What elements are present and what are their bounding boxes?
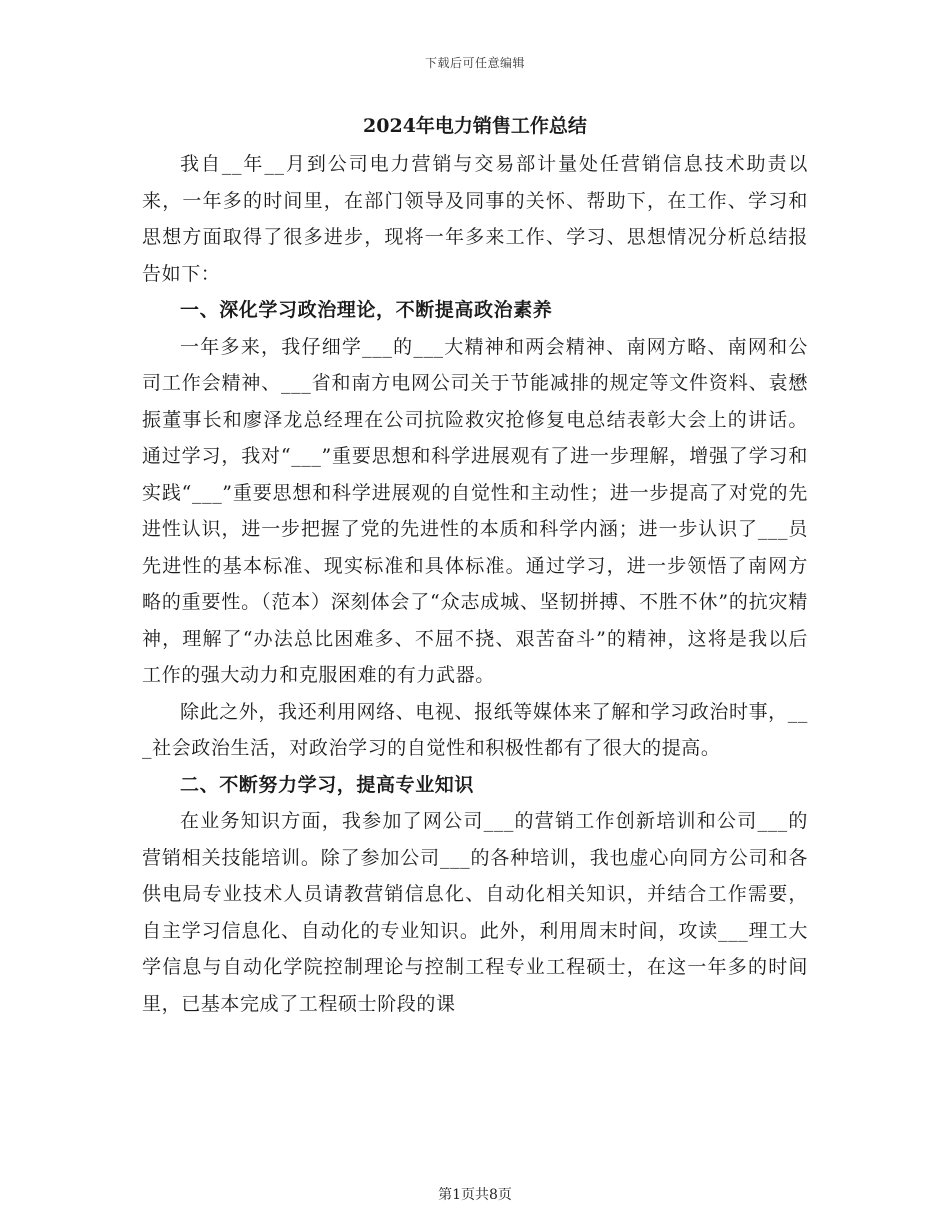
section-1-heading: 一、深化学习政治理论，不断提高政治素养 [180, 299, 553, 321]
section-2-heading: 二、不断努力学习，提高专业知识 [180, 773, 475, 796]
section-2-paragraph-1: 在业务知识方面，我参加了网公司___的营销工作创新培训和公司___的营销相关技能培训。除了参加公司___的各种培训，我也虚心向同方公司和各供电局专业技术人员请教营销信息化、自动化相关知识，并结合工作需要，自主学习信息化、自动化的专业知识。此外，利用周末时间，攻读___理工大学信息与自动化学院控制理论与控制工程专业工程硕士，在这一年多的时间里，已基本完成了工程硕士阶段的课 [142, 810, 808, 1015]
document-title: 2024年电力销售工作总结 [363, 115, 587, 137]
intro-paragraph: 我自__年__月到公司电力营销与交易部计量处任营销信息技术助责以来，一年多的时间里，在部门领导及同事的关怀、帮助下，在工作、学习和思想方面取得了很多进步，现将一年多来工作、学习、思想情况分析总结报告如下： [142, 153, 808, 285]
section-1-paragraph-2: 除此之外，我还利用网络、电视、报纸等媒体来了解和学习政治时事，___社会政治生活，对政治学习的自觉性和积极性都有了很大的提高。 [142, 700, 808, 759]
section-1-paragraph-1: 一年多来，我仔细学___的___大精神和两会精神、南网方略、南网和公司工作会精神、___省和南方电网公司关于节能减排的规定等文件资料、袁懋振董事长和廖泽龙总经理在公司抗险救灾抢修复电总结表彰大会上的讲话。通过学习，我对“___”重要思想和科学进展观有了进一步理解，增强了学习和实践“___”重要思想和科学进展观的自觉性和主动性；进一步提高了对党的先进性认识，进一步把握了党的先进性的本质和科学内涵；进一步认识了___员先进性的基本标准、现实标准和具体标准。通过学习，进一步领悟了南网方略的重要性。（范本）深刻体会了“众志成城、坚韧拼搏、不胜不休”的抗灾精神，理解了“办法总比困难多、不屈不挠、艰苦奋斗”的精神，这将是我以后工作的强大动力和克服困难的有力武器。 [142, 335, 808, 686]
document-body [142, 110, 808, 1022]
header-note: 下载后可任意编辑 [424, 56, 525, 70]
page-number-footer: 第1页共8页 [438, 1187, 512, 1203]
